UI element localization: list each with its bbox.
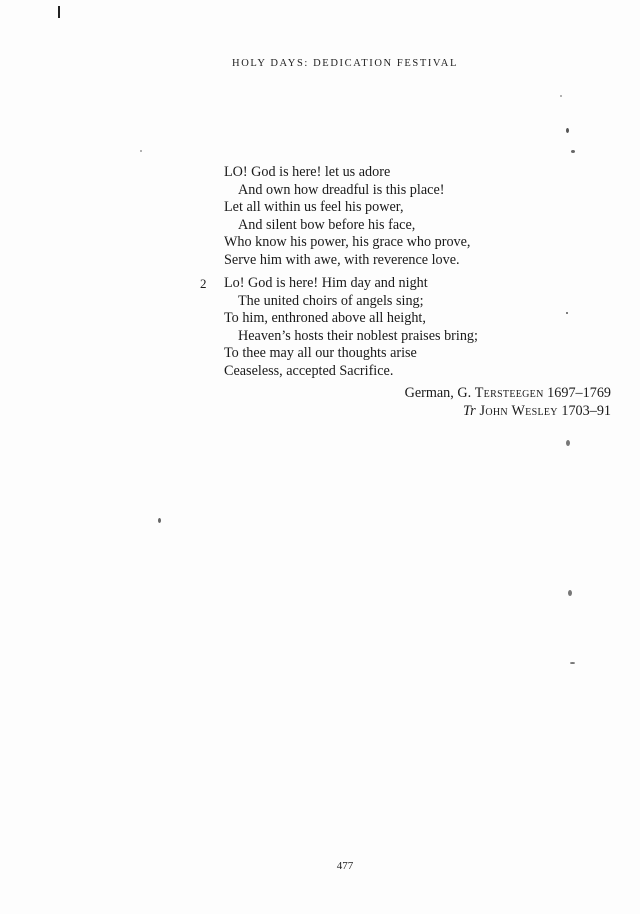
verse-line: Let all within us feel his power, bbox=[224, 199, 404, 216]
author-dates: 1697–1769 bbox=[543, 385, 611, 401]
verse-line: Ceaseless, accepted Sacrifice. bbox=[224, 362, 394, 379]
scan-speck bbox=[140, 150, 142, 152]
verse-line: Lo! God is here! Him day and night bbox=[224, 275, 428, 291]
author-attribution bbox=[211, 385, 611, 402]
page-number: 477 bbox=[336, 860, 354, 872]
author-prefix: German, G. bbox=[404, 385, 475, 401]
scan-speck bbox=[566, 440, 570, 446]
verse-line: LO! God is here! let us adore bbox=[224, 164, 391, 180]
verse-line: Who know his power, his grace who prove, bbox=[224, 234, 471, 251]
verse-line: Serve him with awe, with reverence love. bbox=[224, 251, 460, 268]
translator-dates: 1703–91 bbox=[557, 403, 611, 419]
margin-mark bbox=[58, 6, 60, 18]
scan-speck bbox=[566, 312, 568, 314]
verse-number: 2 bbox=[200, 276, 207, 291]
scan-speck bbox=[570, 662, 575, 664]
running-head: HOLY DAYS: DEDICATION FESTIVAL bbox=[232, 58, 458, 69]
translator-name: John Wesley bbox=[475, 403, 558, 419]
verse-line: And own how dreadful is this place! bbox=[238, 181, 445, 198]
scan-speck bbox=[158, 518, 161, 523]
verse-line: To thee may all our thoughts arise bbox=[224, 345, 417, 362]
author-name: Tersteegen bbox=[474, 385, 544, 401]
scan-speck bbox=[560, 95, 562, 97]
scan-speck bbox=[571, 150, 575, 153]
scan-speck bbox=[568, 590, 572, 596]
verse-line: Heaven’s hosts their noblest praises bring; bbox=[238, 327, 478, 344]
verse-line: The united choirs of angels sing; bbox=[238, 292, 424, 309]
translator-attribution bbox=[211, 403, 611, 420]
verse-2 bbox=[224, 275, 478, 381]
scan-speck bbox=[566, 128, 569, 133]
verse-line: To him, enthroned above all height, bbox=[224, 310, 426, 327]
translator-prefix: Tr bbox=[463, 403, 476, 419]
verse-line: And silent bow before his face, bbox=[238, 216, 416, 233]
verse-1 bbox=[224, 164, 470, 270]
